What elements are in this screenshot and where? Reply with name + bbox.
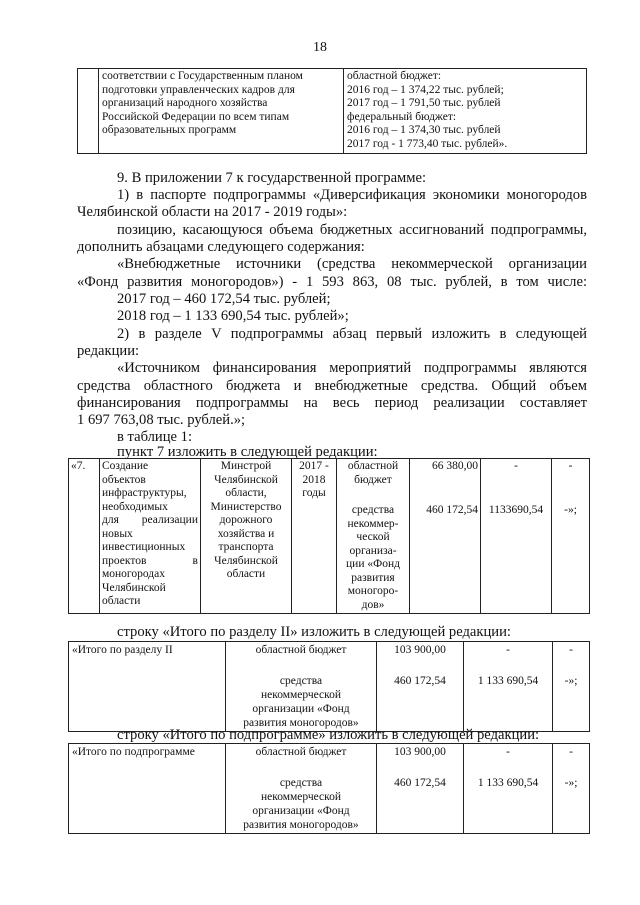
cell-value: - xyxy=(514,460,518,472)
cell-line: Челябинской xyxy=(214,473,278,486)
cell-line: хозяйства и xyxy=(217,527,275,540)
cell-value: 460 172,54 xyxy=(394,777,446,789)
paragraph-line: средства областного бюджета и внебюджетные средства. Общий объем xyxy=(77,378,587,394)
cell-value: -»; xyxy=(564,675,578,687)
paragraph-line: позицию, касающуюся объема бюджетных ассигнований подпрограммы, xyxy=(117,222,587,238)
cell-value: -»; xyxy=(564,777,578,789)
cell-line: годы xyxy=(302,487,326,499)
cell-line: дов» xyxy=(361,598,385,611)
item-years xyxy=(292,459,337,614)
cell-line: областной бюджет xyxy=(255,644,347,656)
item-7-table xyxy=(68,458,590,614)
cell-line: областной бюджет xyxy=(255,746,347,758)
cell-line: Челябинской xyxy=(214,554,278,567)
cell-line: организа- xyxy=(349,544,397,557)
row-sources xyxy=(226,642,377,732)
cell-value: - xyxy=(569,746,573,758)
row-value-2017 xyxy=(377,744,464,834)
cell-line: дорожного xyxy=(219,514,273,526)
cell-value: 66 380,00 xyxy=(432,460,478,472)
cell-line: федеральный бюджет: xyxy=(347,110,457,123)
cell-line: 2018 xyxy=(302,473,326,486)
paragraph-line: 9. В приложении 7 к государственной программе: xyxy=(117,170,427,186)
row-value-2018 xyxy=(464,744,553,834)
cell-line: области, xyxy=(225,487,267,499)
item-value-2017 xyxy=(410,459,481,614)
cell-line: Челябинской xyxy=(102,581,166,594)
cell-line: моногоро- xyxy=(347,585,399,597)
row-value-2019 xyxy=(553,642,590,732)
paragraph-line: редакции: xyxy=(77,343,140,359)
cell-line: подготовки управленческих кадров для xyxy=(102,83,295,96)
paragraph-line: финансирования подпрограммы на весь период реализации составляет xyxy=(77,395,587,411)
cell-line: ции «Фонд xyxy=(346,558,400,570)
cell-line: областной xyxy=(347,460,399,472)
continuation-table xyxy=(77,68,587,154)
cell-line: средства xyxy=(279,777,323,789)
cell-line: развития моногородов» xyxy=(243,717,359,729)
cell-line: Министерство xyxy=(210,500,282,513)
item-sources xyxy=(337,459,410,614)
cell-value: 1 133 690,54 xyxy=(477,675,539,687)
paragraph-line: дополнить абзацами следующего содержания: xyxy=(77,239,365,255)
cell-value: 460 172,54 xyxy=(394,675,446,687)
cell-line: для реализации xyxy=(102,514,198,526)
cell-line: области xyxy=(226,568,266,580)
cell-value: - xyxy=(568,460,573,472)
item-name xyxy=(100,459,201,614)
cell-line: средства xyxy=(351,504,395,516)
total-subprogram-table xyxy=(68,743,590,834)
cell-value: 460 172,54 xyxy=(426,503,478,516)
cell-line: моногородах xyxy=(102,568,165,580)
paragraph-line: 2018 год – 1 133 690,54 тыс. рублей»; xyxy=(117,308,349,324)
cell-line: проектов в xyxy=(102,554,198,567)
cell-line: соответствии с Государственным планом xyxy=(102,70,303,82)
paragraph-line: строку «Итого по разделу II» изложить в следующей редакции: xyxy=(117,624,511,640)
table-cell-description xyxy=(99,69,344,154)
cell-line: организаций народного хозяйства xyxy=(102,97,268,110)
item-value-2018 xyxy=(481,459,552,614)
cell-line: Создание xyxy=(102,460,149,472)
total-section-ii-table xyxy=(68,641,590,732)
table-cell-empty xyxy=(78,69,99,154)
cell-line: организации «Фонд xyxy=(252,703,350,715)
cell-line: некоммер- xyxy=(347,517,399,530)
cell-value: 1 133 690,54 xyxy=(477,777,539,789)
cell-line: новых xyxy=(102,527,133,540)
row-value-2018 xyxy=(464,642,553,732)
cell-line: 2017 год - 1 773,40 тыс. рублей». xyxy=(347,137,508,150)
page-number: 18 xyxy=(313,40,327,55)
cell-line: ческой xyxy=(356,531,390,543)
cell-line: Минстрой xyxy=(220,460,272,472)
cell-line: области xyxy=(102,595,141,607)
cell-value: 1133690,54 xyxy=(488,503,544,516)
cell-line: областной бюджет: xyxy=(347,70,442,82)
paragraph-line: пункт 7 изложить в следующей редакции: xyxy=(117,444,378,460)
cell-line: развития xyxy=(351,571,395,584)
paragraph-line: 1 697 763,08 тыс. рублей.»; xyxy=(77,412,246,428)
cell-value: - xyxy=(506,746,510,758)
cell-line: необходимых xyxy=(102,500,168,513)
paragraph-line: в таблице 1: xyxy=(117,429,193,445)
row-value-2019 xyxy=(553,744,590,834)
cell-line: инфраструктуры, xyxy=(102,487,187,499)
cell-line: 2016 год – 1 374,30 тыс. рублей xyxy=(347,124,501,137)
item-number: «7. xyxy=(69,459,100,614)
cell-line: образовательных программ xyxy=(102,124,237,137)
cell-line: 2017 - xyxy=(299,460,329,472)
row-value-2017 xyxy=(377,642,464,732)
paragraph-line: «Фонд развития моногородов») - 1 593 863, 08 тыс. рублей, в том числе: xyxy=(77,274,587,290)
row-sources xyxy=(226,744,377,834)
paragraph-line: Челябинской области на 2017 - 2019 годы»: xyxy=(77,204,348,220)
cell-line: бюджет xyxy=(354,473,392,486)
cell-line: транспорта xyxy=(218,541,274,553)
paragraph-line: 2017 год – 460 172,54 тыс. рублей; xyxy=(117,291,331,307)
cell-value: 103 900,00 xyxy=(394,746,446,758)
cell-line: средства xyxy=(279,675,323,687)
cell-line: объектов xyxy=(102,473,146,486)
table-cell-funding xyxy=(344,69,587,154)
row-label: «Итого по подпрограмме xyxy=(69,744,226,834)
row-label: «Итого по разделу II xyxy=(69,642,226,732)
paragraph-line: «Внебюджетные источники (средства некоммерческой организации xyxy=(117,256,587,272)
cell-line: инвестиционных xyxy=(102,541,186,553)
cell-value: - xyxy=(569,644,573,656)
paragraph-line: строку «Итого по подпрограмме» изложить в следующей редакции: xyxy=(117,727,540,743)
cell-line: развития моногородов» xyxy=(243,819,359,831)
item-executors xyxy=(201,459,292,614)
paragraph-line: 1) в паспорте подпрограммы «Диверсификация экономики моногородов xyxy=(117,187,587,203)
cell-line: 2017 год – 1 791,50 тыс. рублей xyxy=(347,97,501,110)
cell-value: - xyxy=(506,644,510,656)
cell-line: организации «Фонд xyxy=(252,805,350,817)
paragraph-line: «Источником финансирования мероприятий подпрограммы являются xyxy=(117,360,587,376)
cell-line: Российской Федерации по всем типам xyxy=(102,110,290,123)
item-value-2019 xyxy=(552,459,590,614)
paragraph-line: 2) в разделе V подпрограммы абзац первый изложить в следующей xyxy=(117,326,587,342)
cell-line: некоммерческой xyxy=(260,689,342,701)
cell-line: 2016 год – 1 374,22 тыс. рублей; xyxy=(347,83,504,96)
cell-line: некоммерческой xyxy=(260,791,342,803)
cell-value: -»; xyxy=(564,503,577,516)
cell-value: 103 900,00 xyxy=(394,644,446,656)
